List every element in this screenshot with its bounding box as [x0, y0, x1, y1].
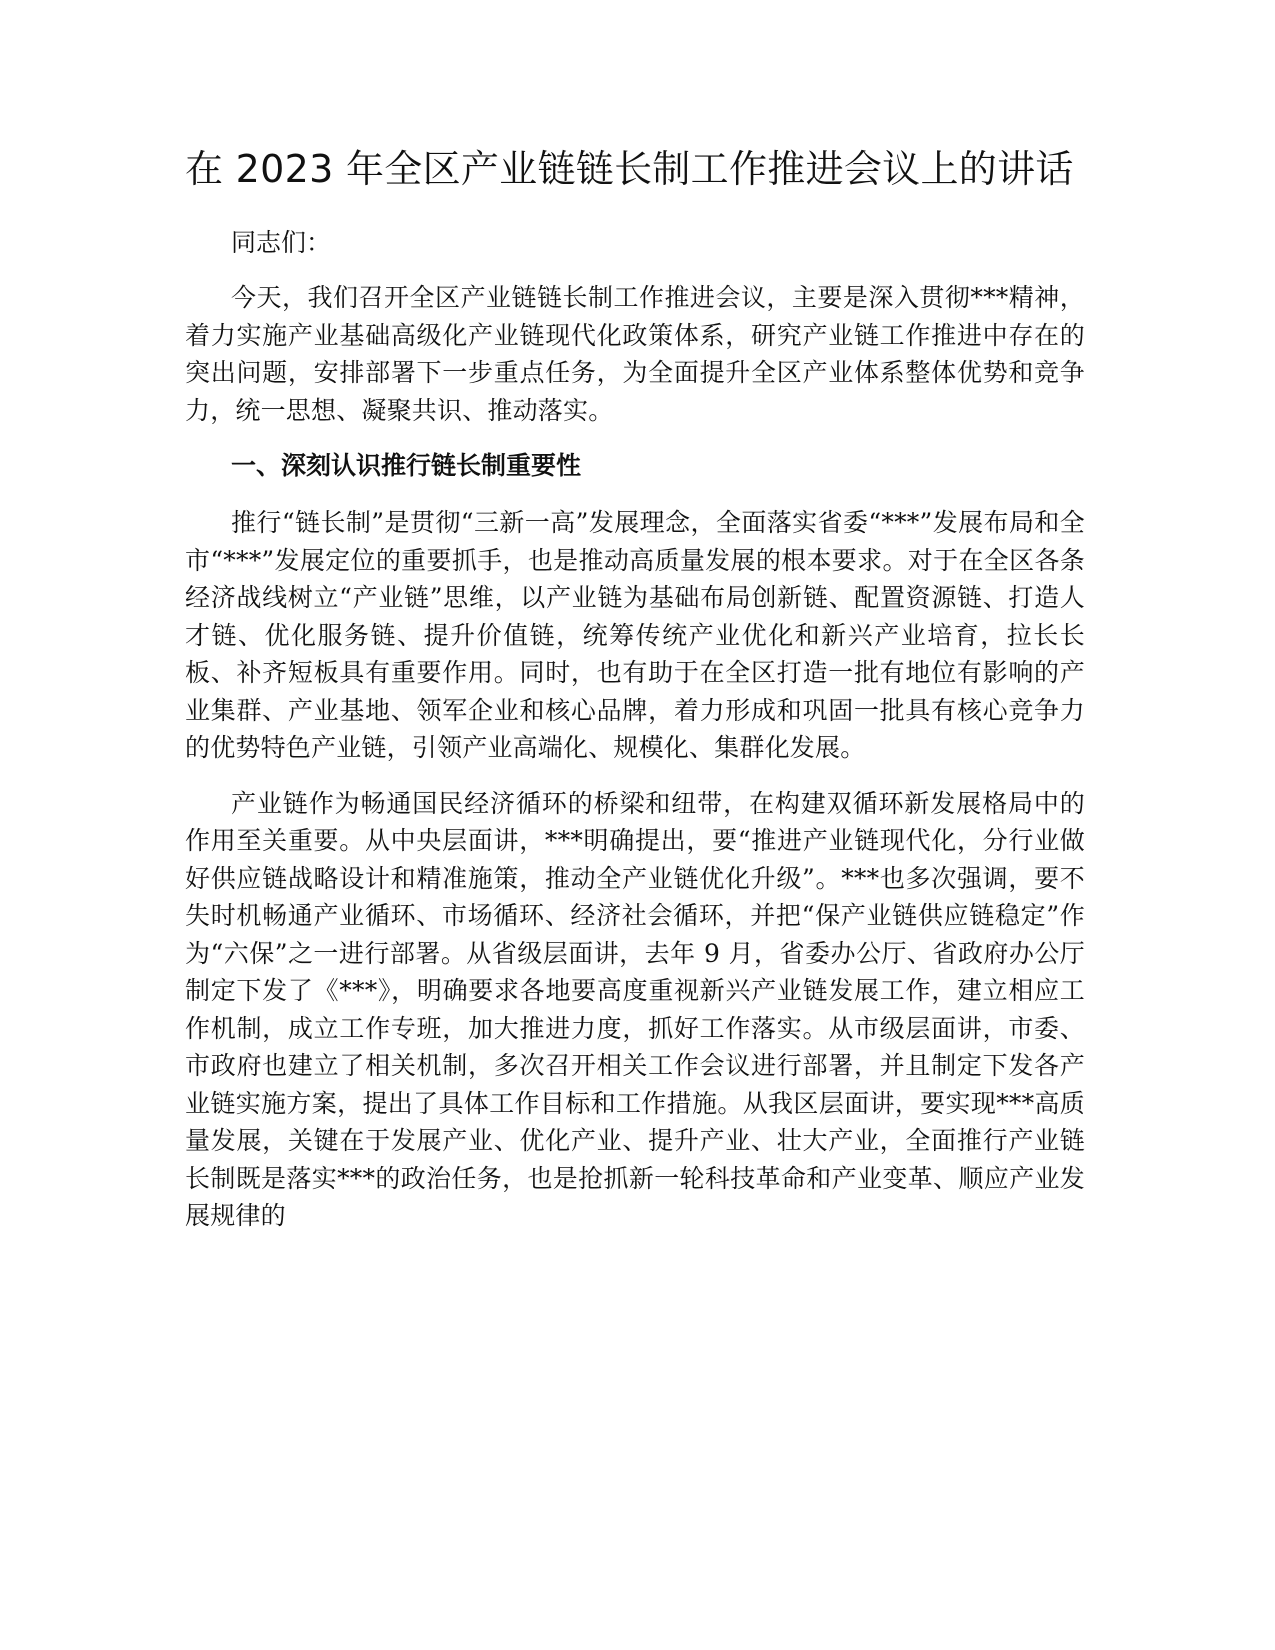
section-1-paragraph-1: 推行“链长制”是贯彻“三新一高”发展理念，全面落实省委“***”发展布局和全市“***”发展定位的重要抓手，也是推动高质量发展的根本要求。对于在全区各条经济战线树立“产业链”思维，以产业链为基础布局创新链、配置资源链、打造人才链、优化服务链、提升价值链，统筹传统产业优化和新兴产业培育，拉长长板、补齐短板具有重要作用。同时，也有助于在全区打造一批有地位有影响的产业集群、产业基地、领军企业和核心品牌，着力形成和巩固一批具有核心竞争力的优势特色产业链，引领产业高端化、规模化、集群化发展。 — [185, 508, 1085, 762]
intro-paragraph: 今天，我们召开全区产业链链长制工作推进会议，主要是深入贯彻***精神，着力实施产业基础高级化产业链现代化政策体系，研究产业链工作推进中存在的突出问题，安排部署下一步重点任务，为全面提升全区产业体系整体优势和竞争力，统一思想、凝聚共识、推动落实。 — [185, 283, 1085, 425]
document-title: 在 2023 年全区产业链链长制工作推进会议上的讲话 — [185, 147, 1074, 191]
greeting: 同志们： — [231, 228, 332, 257]
document-page — [185, 140, 1085, 1253]
section-heading-1: 一、深刻认识推行链长制重要性 — [231, 451, 582, 480]
section-1-paragraph-2: 产业链作为畅通国民经济循环的桥梁和纽带，在构建双循环新发展格局中的作用至关重要。从中央层面讲，***明确提出，要“推进产业链现代化，分行业做好供应链战略设计和精准施策，推动全产业链优化升级”。***也多次强调，要不失时机畅通产业循环、市场循环、经济社会循环，并把“保产业链供应链稳定”作为“六保”之一进行部署。从省级层面讲，去年 9 月，省委办公厅、省政府办公厅制定下发了《***》，明确要求各地要高度重视新兴产业链发展工作，建立相应工作机制，成立工作专班，加大推进力度，抓好工作落实。从市级层面讲，市委、市政府也建立了相关机制，多次召开相关工作会议进行部署，并且制定下发各产业链实施方案，提出了具体工作目标和工作措施。从我区层面讲，要实现***高质量发展，关键在于发展产业、优化产业、提升产业、壮大产业，全面推行产业链长制既是落实***的政治任务，也是抢抓新一轮科技革命和产业变革、顺应产业发展规律的 — [185, 788, 1085, 1230]
